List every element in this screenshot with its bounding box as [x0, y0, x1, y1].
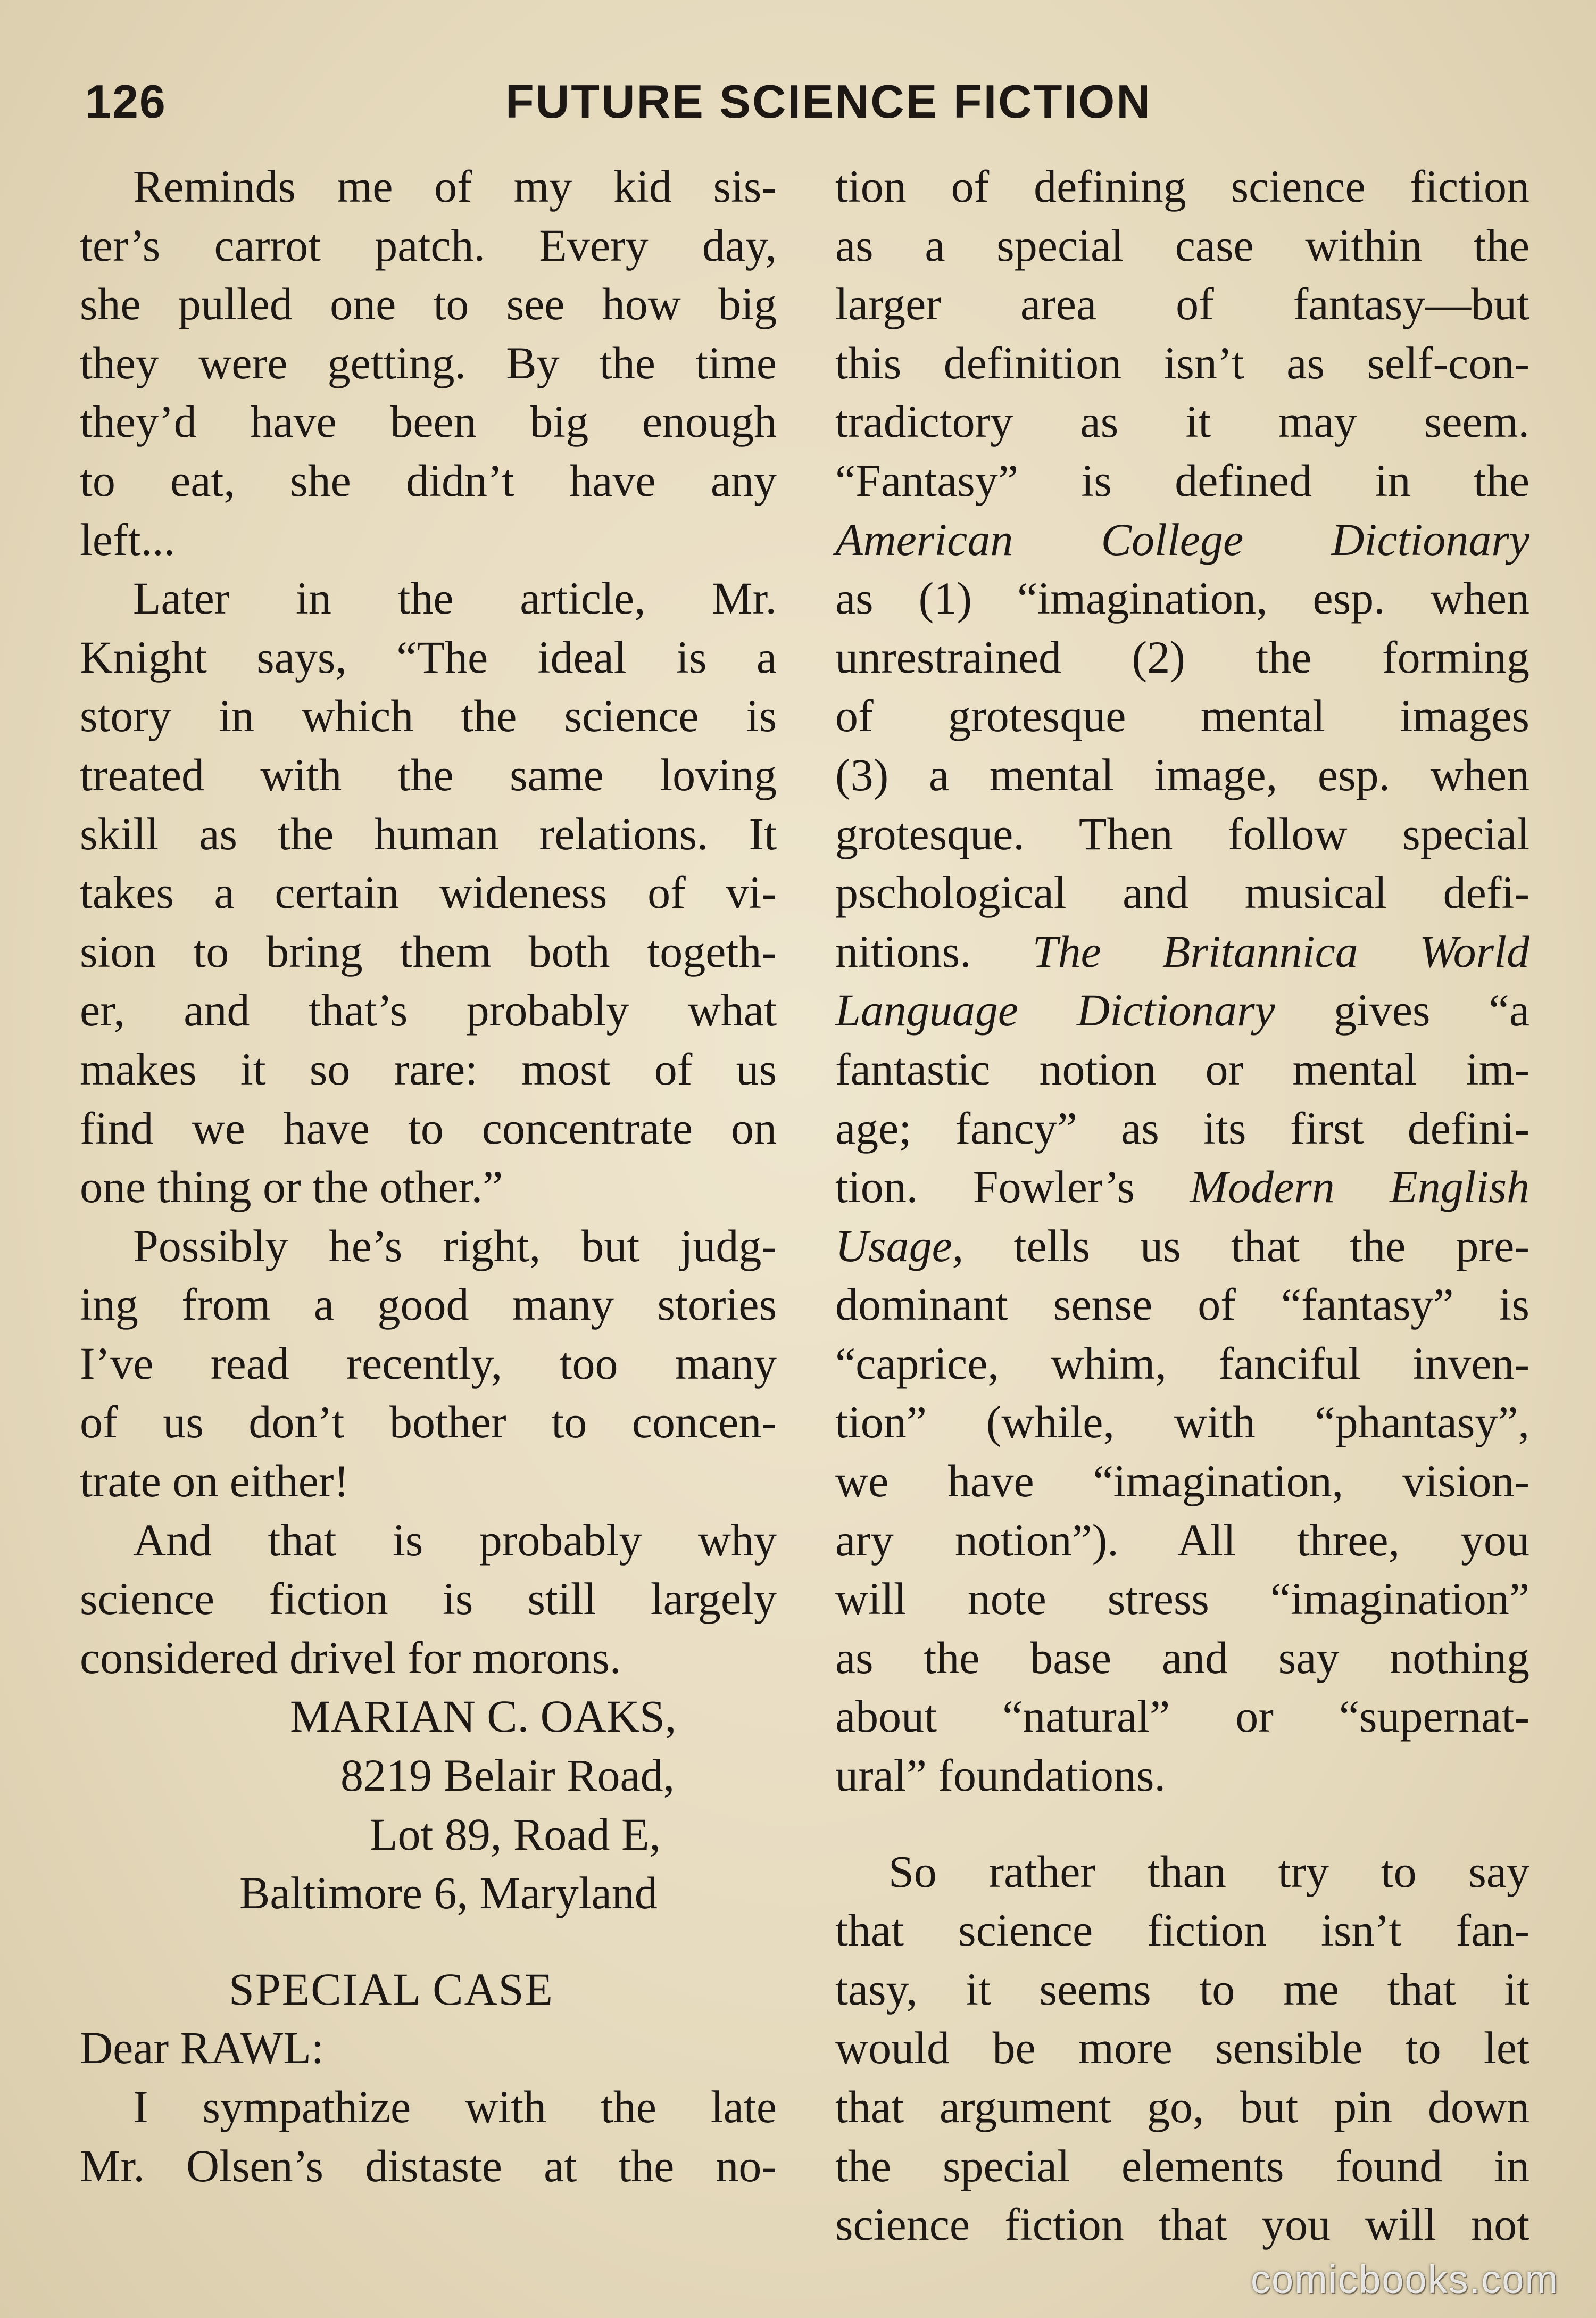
- text-line: larger area of fantasy—but: [835, 278, 1530, 330]
- text-line: dominant sense of “fantasy” is: [835, 1279, 1530, 1330]
- text-line: So rather than try to say: [888, 1845, 1530, 1897]
- right-text-column: [835, 157, 1530, 2254]
- text-line: takes a certain wideness of vi-: [80, 867, 777, 918]
- text-line: we have “imagination, vision-: [835, 1455, 1530, 1507]
- italic-title: Modern English: [1190, 1161, 1530, 1213]
- text-line: considered drivel for morons.: [80, 1632, 621, 1683]
- text-line: as (1) “imagination, esp. when: [835, 573, 1530, 624]
- text-line: pschological and musical defi-: [835, 867, 1530, 918]
- text-line: [835, 1216, 1530, 1276]
- text-line: this definition isn’t as self-con-: [835, 337, 1530, 388]
- text-line: find we have to concentrate on: [80, 1102, 777, 1154]
- text-run: gives “a: [1333, 984, 1530, 1036]
- text-line: Dear RAWL:: [80, 2022, 324, 2074]
- text-line: And that is probably why: [133, 1514, 777, 1566]
- text-line: “caprice, whim, fanciful inven-: [835, 1337, 1530, 1389]
- text-line: of grotesque mental images: [835, 690, 1530, 742]
- text-line: age; fancy” as its first defini-: [835, 1102, 1530, 1154]
- text-line: they were getting. By the time: [80, 337, 777, 388]
- text-line: [835, 981, 1530, 1040]
- text-line: left...: [80, 514, 176, 565]
- text-line: tradictory as it may seem.: [835, 396, 1530, 448]
- section-heading: SPECIAL CASE: [229, 1963, 554, 2015]
- text-line: ter’s carrot patch. Every day,: [80, 219, 777, 271]
- italic-title: The Britannica World: [1032, 925, 1530, 977]
- text-line: Later in the article, Mr.: [133, 573, 777, 624]
- text-line: “Fantasy” is defined in the: [835, 454, 1530, 506]
- text-line: I’ve read recently, too many: [80, 1337, 777, 1389]
- text-line: story in which the science is: [80, 690, 777, 742]
- signature-line: MARIAN C. OAKS,: [290, 1691, 677, 1742]
- text-line: that argument go, but pin down: [835, 2081, 1530, 2132]
- text-line: would be more sensible to let: [835, 2022, 1530, 2074]
- text-line: Possibly he’s right, but judg-: [133, 1220, 777, 1271]
- text-line: they’d have been big enough: [80, 396, 777, 448]
- text-line: she pulled one to see how big: [80, 278, 777, 330]
- text-run: tells us that the pre-: [1013, 1220, 1530, 1271]
- text-line: that science fiction isn’t fan-: [835, 1905, 1530, 1956]
- text-line: Knight says, “The ideal is a: [80, 631, 777, 683]
- paragraph-gap: [835, 1805, 1530, 1842]
- text-line: tion” (while, with “phantasy”,: [835, 1396, 1530, 1448]
- text-line: ural” foundations.: [835, 1750, 1166, 1801]
- text-line: of us don’t bother to concen-: [80, 1396, 777, 1448]
- text-line: unrestrained (2) the forming: [835, 631, 1530, 683]
- text-line: tion of defining science fiction: [835, 161, 1530, 212]
- text-line: [835, 922, 1530, 981]
- left-text-column: [80, 157, 777, 2195]
- paragraph-gap: [80, 1923, 777, 1960]
- text-line: [835, 510, 1530, 569]
- text-run: nitions.: [835, 925, 971, 977]
- page-number: 126: [85, 75, 167, 128]
- italic-title: Language Dictionary: [835, 984, 1275, 1036]
- text-run: tion. Fowler’s: [835, 1161, 1135, 1213]
- text-line: tasy, it seems to me that it: [835, 1963, 1530, 2015]
- text-line: the special elements found in: [835, 2140, 1530, 2191]
- text-line: makes it so rare: most of us: [80, 1043, 777, 1095]
- text-line: trate on either!: [80, 1455, 350, 1507]
- text-line: treated with the same loving: [80, 749, 777, 800]
- text-line: science fiction that you will not: [835, 2199, 1530, 2250]
- watermark: comicbooks.com: [1250, 2257, 1559, 2302]
- text-line: Reminds me of my kid sis-: [133, 161, 777, 212]
- text-line: [835, 1157, 1530, 1216]
- text-line: grotesque. Then follow special: [835, 808, 1530, 859]
- text-line: as the base and say nothing: [835, 1632, 1530, 1683]
- text-line: (3) a mental image, esp. when: [835, 749, 1530, 800]
- text-line: Mr. Olsen’s distaste at the no-: [80, 2140, 777, 2191]
- text-line: science fiction is still largely: [80, 1573, 777, 1625]
- text-line: as a special case within the: [835, 219, 1530, 271]
- text-line: ary notion”). All three, you: [835, 1514, 1530, 1566]
- text-line: will note stress “imagination”: [835, 1573, 1530, 1625]
- text-line: ing from a good many stories: [80, 1279, 777, 1330]
- text-line: sion to bring them both togeth-: [80, 925, 777, 977]
- italic-title: American College Dictionary: [835, 514, 1530, 565]
- signature-line: Baltimore 6, Maryland: [239, 1867, 658, 1919]
- signature-line: Lot 89, Road E,: [370, 1808, 661, 1860]
- text-line: fantastic notion or mental im-: [835, 1043, 1530, 1095]
- text-line: skill as the human relations. It: [80, 808, 777, 859]
- text-line: er, and that’s probably what: [80, 984, 777, 1036]
- text-line: to eat, she didn’t have any: [80, 454, 777, 506]
- signature-line: 8219 Belair Road,: [340, 1750, 675, 1801]
- italic-title: Usage,: [835, 1220, 964, 1271]
- text-line: I sympathize with the late: [133, 2081, 777, 2132]
- text-line: about “natural” or “supernat-: [835, 1691, 1530, 1742]
- text-line: one thing or the other.”: [80, 1161, 503, 1213]
- running-head: FUTURE SCIENCE FICTION: [505, 75, 1152, 128]
